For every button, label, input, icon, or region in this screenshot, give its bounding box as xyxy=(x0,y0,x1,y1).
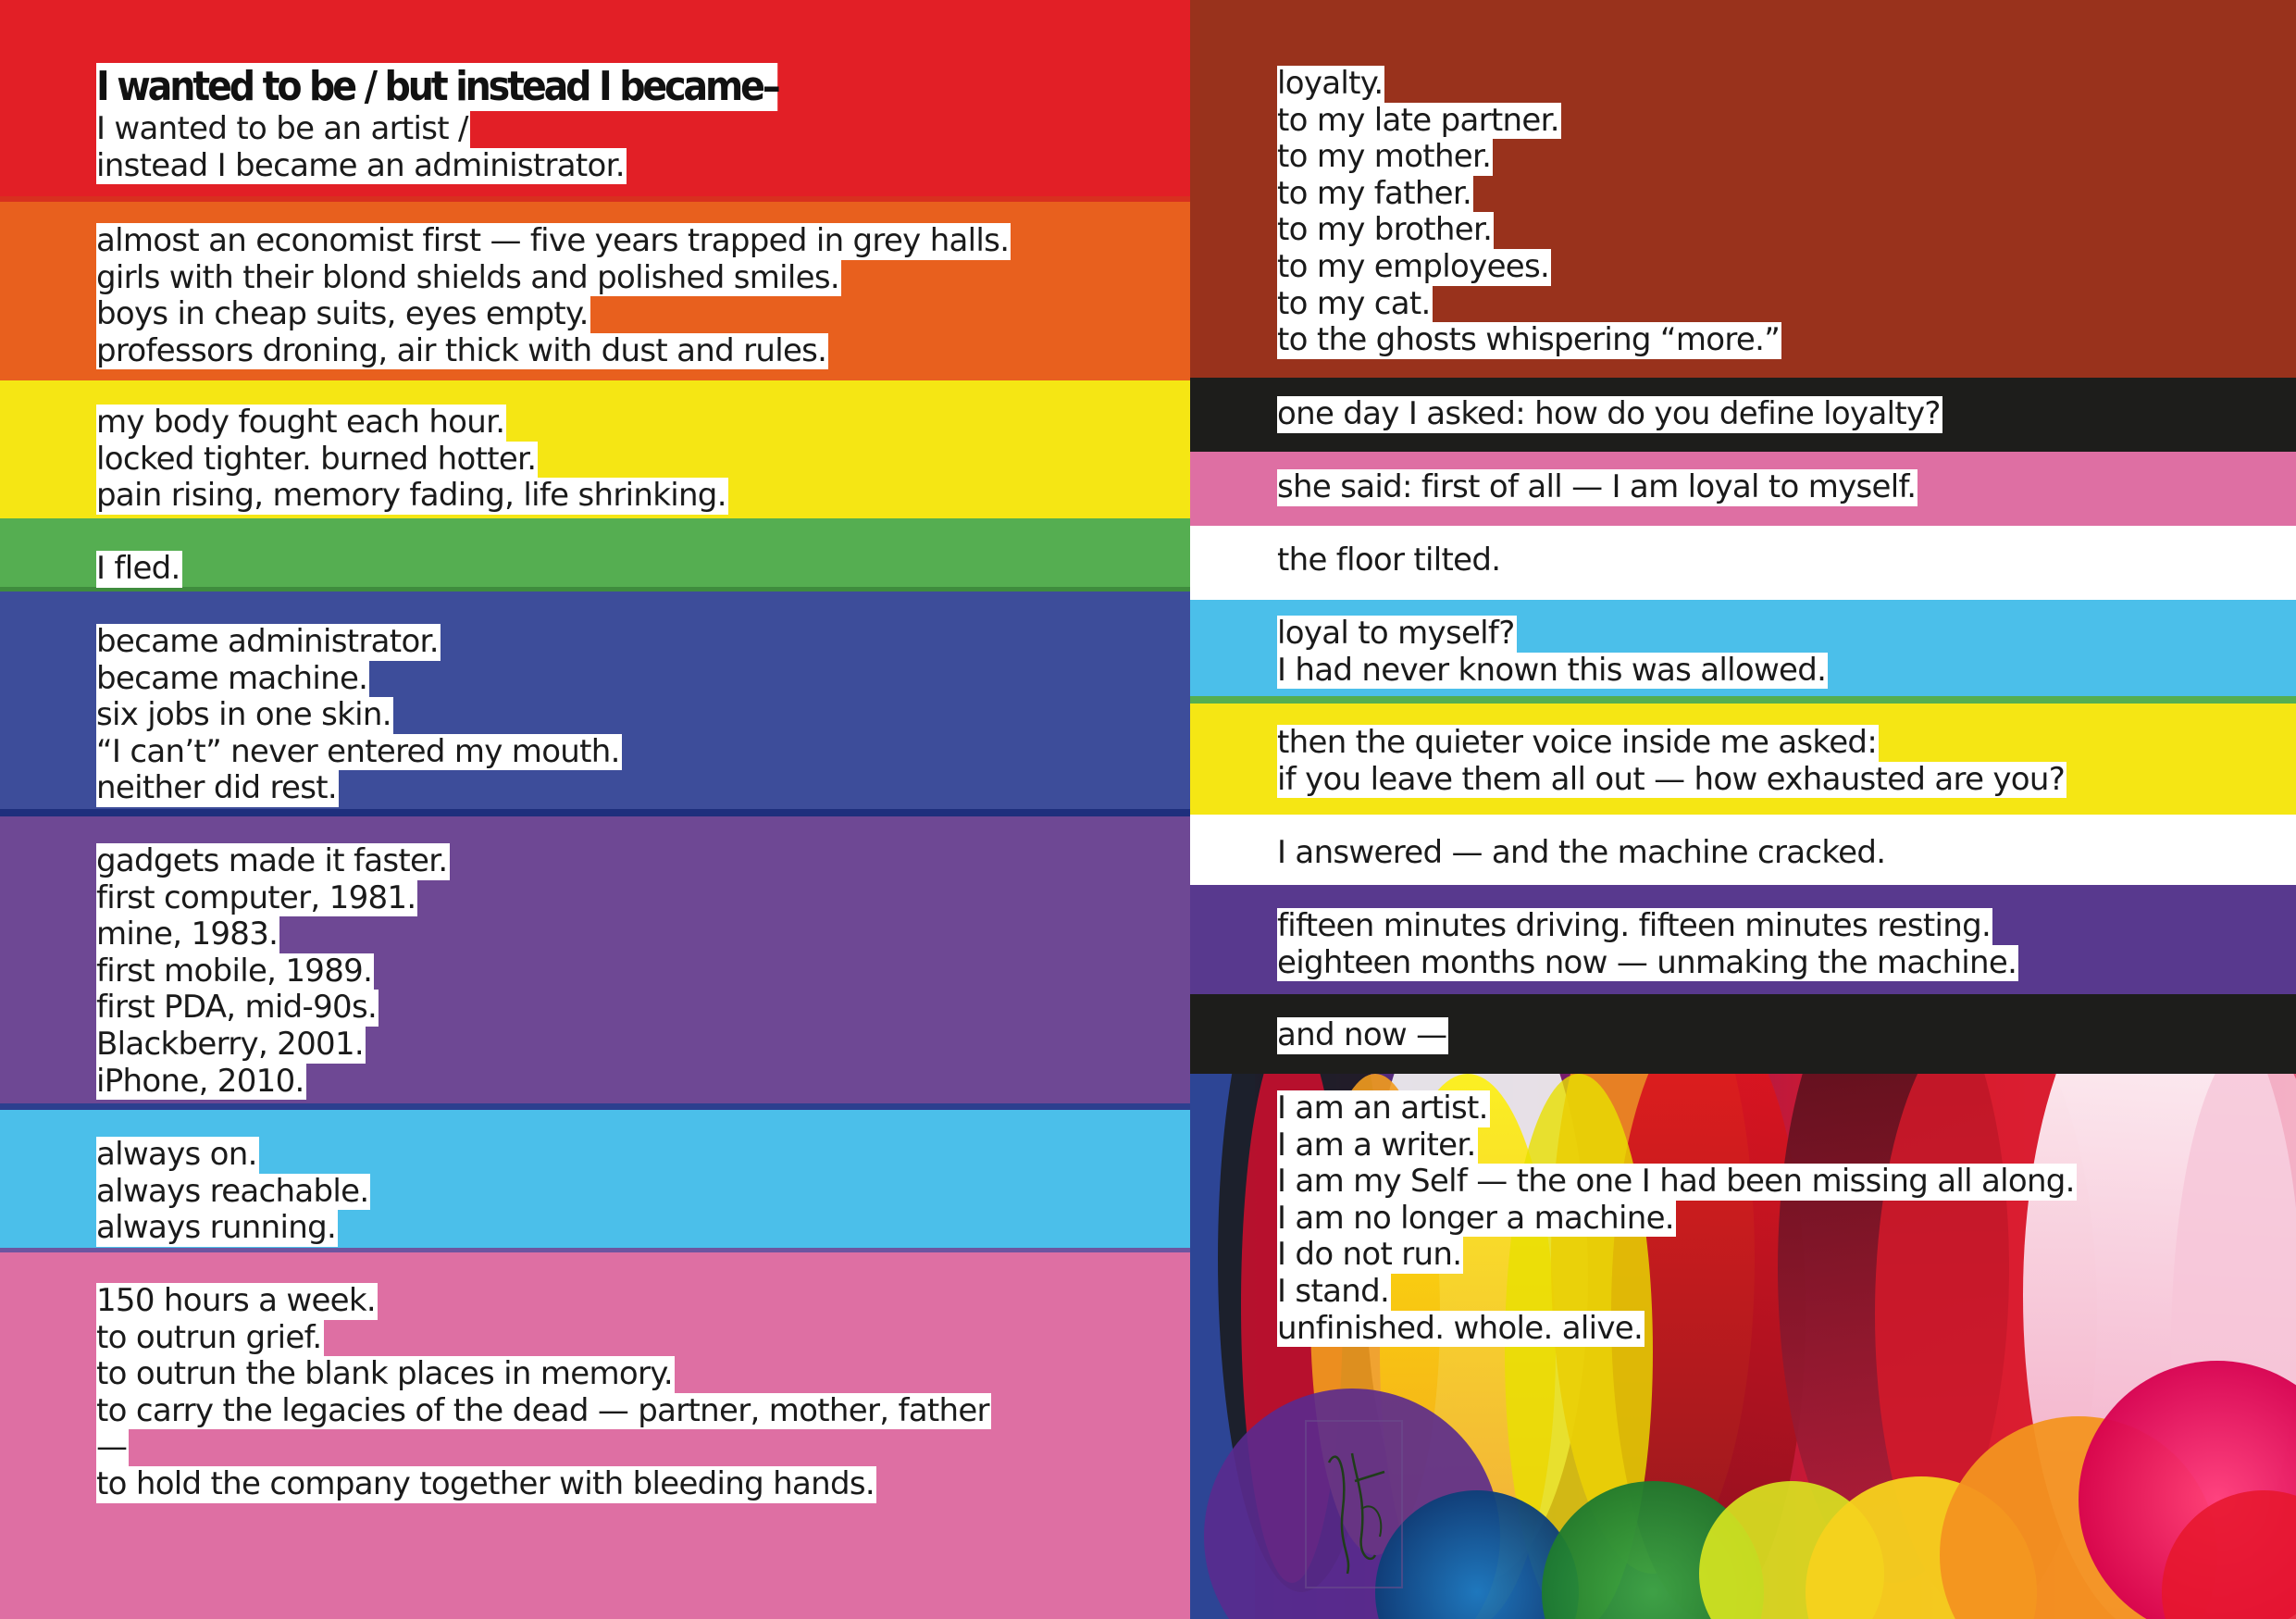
stanza-left-1 xyxy=(96,111,627,184)
stanza-line: then the quieter voice inside me asked: xyxy=(1277,724,1878,761)
stanza-line: neither did rest. xyxy=(96,769,338,807)
stanza-line: became machine. xyxy=(96,659,368,697)
stanza-line: I answered — and the machine cracked. xyxy=(1277,834,1886,871)
stanza-line: “I can’t” never entered my mouth. xyxy=(96,732,620,770)
stanza-line: fifteen minutes driving. fifteen minutes resting. xyxy=(1277,907,1992,944)
stanza-line: to my employees. xyxy=(1277,247,1550,285)
stanza-line: loyalty. xyxy=(1277,65,1384,102)
stanza-line: Blackberry, 2001. xyxy=(96,1025,365,1063)
stanza-line: to the ghosts whispering “more.” xyxy=(1277,321,1781,359)
stanza-line: to outrun the blank places in memory. xyxy=(96,1355,673,1393)
stripe-navy-2 xyxy=(0,1103,1190,1110)
stanza-line: first computer, 1981. xyxy=(96,878,416,916)
stanza-left-5 xyxy=(96,624,622,807)
stanza-right-1 xyxy=(1277,66,1781,359)
stanza-left-3 xyxy=(96,405,728,515)
right-column xyxy=(1190,0,2296,1619)
stanza-line: to my brother. xyxy=(1277,211,1493,249)
stanza-line: unfinished. whole. alive. xyxy=(1277,1309,1644,1347)
stanza-line: my body fought each hour. xyxy=(96,404,505,441)
stanza-line: girls with their blond shields and polished smiles. xyxy=(96,258,839,296)
stanza-line: the floor tilted. xyxy=(1277,542,1501,579)
stanza-line: first mobile, 1989. xyxy=(96,952,373,990)
stanza-line: six jobs in one skin. xyxy=(96,696,391,734)
stanza-line: locked tighter. burned hotter. xyxy=(96,440,537,478)
stanza-line: gadgets made it faster. xyxy=(96,842,448,879)
stanza-line: she said: first of all — I am loyal to myself. xyxy=(1277,468,1917,505)
poem-title-block xyxy=(96,63,853,111)
stanza-line: to carry the legacies of the dead — partner, mother, father xyxy=(96,1391,989,1429)
stanza-line: loyal to myself? xyxy=(1277,615,1515,652)
stanza-line: I am an artist. xyxy=(1277,1090,1488,1127)
stanza-line: to my father. xyxy=(1277,174,1472,212)
stanza-left-7 xyxy=(96,1137,370,1247)
stanza-left-8 xyxy=(96,1283,991,1503)
poem-title: I wanted to be / but instead I became– xyxy=(96,63,778,110)
stanza-line: I am a writer. xyxy=(1277,1126,1476,1164)
stanza-left-2 xyxy=(96,223,1011,369)
stripe-navy xyxy=(0,809,1190,816)
stanza-line: — xyxy=(96,1428,128,1466)
stanza-line: if you leave them all out — how exhausted are you? xyxy=(1277,760,2066,798)
stanza-line: instead I became an administrator. xyxy=(96,146,625,184)
stanza-line: always on. xyxy=(96,1136,257,1173)
stanza-line: to my mother. xyxy=(1277,138,1492,176)
stanza-line: I am my Self — the one I had been missing all along. xyxy=(1277,1163,2075,1201)
stanza-left-4 xyxy=(96,551,182,588)
stanza-line: professors droning, air thick with dust and rules. xyxy=(96,331,827,369)
stanza-line: almost an economist first — five years trapped in grey halls. xyxy=(96,222,1010,259)
stanza-line: I do not run. xyxy=(1277,1236,1462,1274)
stanza-line: 150 hours a week. xyxy=(96,1282,376,1319)
stanza-line: always reachable. xyxy=(96,1172,369,1210)
stanza-right-3 xyxy=(1277,469,1917,506)
stanza-right-10 xyxy=(1277,1090,2077,1347)
stanza-line: to outrun grief. xyxy=(96,1318,322,1356)
stanza-right-4 xyxy=(1277,542,1502,579)
stanza-line: I wanted to be an artist / xyxy=(96,110,468,147)
stanza-line: I had never known this was allowed. xyxy=(1277,651,1827,689)
stripe-red-dark xyxy=(0,196,1190,202)
stanza-right-5 xyxy=(1277,616,1828,689)
stanza-line: and now — xyxy=(1277,1016,1447,1053)
stanza-line: boys in cheap suits, eyes empty. xyxy=(96,295,589,333)
stanza-line: to hold the company together with bleeding hands. xyxy=(96,1464,875,1502)
stanza-line: to my late partner. xyxy=(1277,101,1559,139)
stanza-right-2 xyxy=(1277,396,1942,433)
stanza-line: I fled. xyxy=(96,550,180,587)
stanza-right-9 xyxy=(1277,1017,1448,1054)
stanza-right-8 xyxy=(1277,908,2018,981)
stripe-violet xyxy=(0,1248,1190,1252)
stanza-line: first PDA, mid-90s. xyxy=(96,989,378,1027)
stanza-line: always running. xyxy=(96,1209,337,1247)
stanza-line: mine, 1983. xyxy=(96,915,279,953)
stanza-line: became administrator. xyxy=(96,623,439,660)
stripe-green-dark xyxy=(0,587,1190,592)
stanza-line: to my cat. xyxy=(1277,284,1431,322)
stanza-line: I stand. xyxy=(1277,1272,1390,1310)
stanza-line: one day I asked: how do you define loyalty? xyxy=(1277,395,1941,432)
stanza-line: pain rising, memory fading, life shrinking. xyxy=(96,477,726,515)
stanza-line: iPhone, 2010. xyxy=(96,1062,304,1100)
stanza-right-6 xyxy=(1277,725,2066,798)
stanza-line: I am no longer a machine. xyxy=(1277,1199,1674,1237)
stripe-green xyxy=(1190,696,2296,704)
stanza-left-6 xyxy=(96,843,450,1100)
stanza-right-7 xyxy=(1277,835,1887,872)
stanza-line: eighteen months now — unmaking the machine. xyxy=(1277,943,2017,981)
